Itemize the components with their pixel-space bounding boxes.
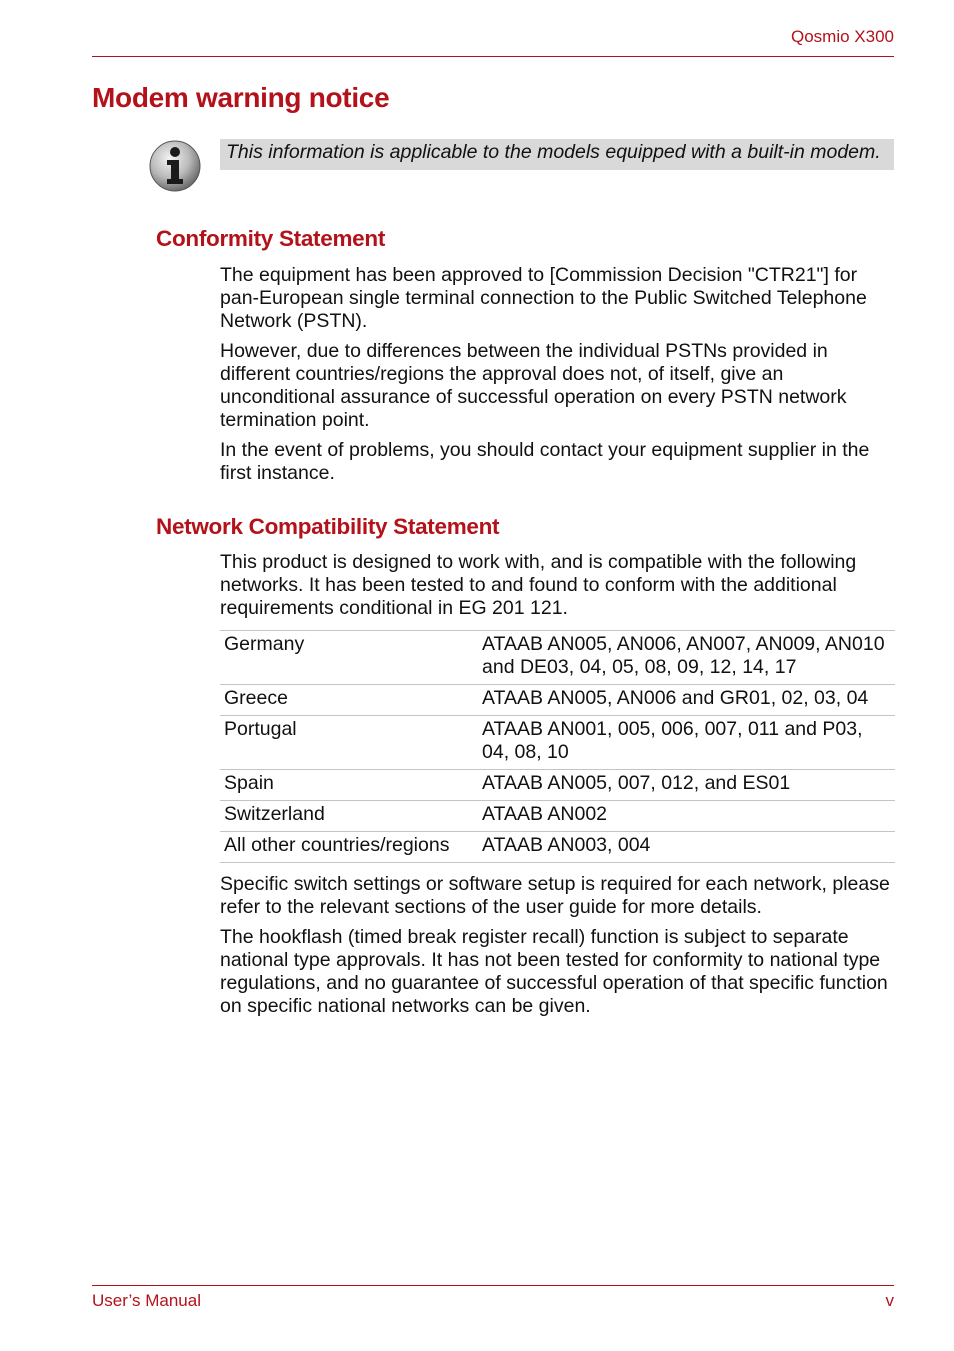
standard-cell: ATAAB AN005, AN006 and GR01, 02, 03, 04 [478,685,895,716]
country-cell: Greece [220,685,478,716]
network-intro-block [220,551,896,627]
network-paragraph: Specific switch settings or software setup is required for each network, please refer to the relevant sections of the user guide for more details. [220,873,890,918]
table-row [220,631,895,685]
network-heading: Network Compatibility Statement [156,514,500,539]
conformity-paragraph: The equipment has been approved to [Commission Decision "CTR21"] for pan-European single terminal connection to the Public Switched Telephone Network (PSTN). [220,264,867,332]
standard-cell: ATAAB AN005, 007, 012, and ES01 [478,770,895,801]
applicability-note: This information is applicable to the models equipped with a built-in modem. [220,139,894,170]
country-cell: Spain [220,770,478,801]
country-cell: Switzerland [220,801,478,832]
footer-page-number: v [885,1291,894,1310]
network-paragraph: The hookflash (timed break register recall) function is subject to separate national type approvals. It has not been tested for conformity to national type regulations, and no guarantee of successful operation of that specific function on specific national networks can be given. [220,926,888,1017]
standard-cell: ATAAB AN001, 005, 006, 007, 011 and P03, 04, 08, 10 [478,716,895,770]
table-row [220,801,895,832]
table-row [220,685,895,716]
conformity-heading: Conformity Statement [156,226,386,251]
network-intro: This product is designed to work with, and is compatible with the following networks. It has been tested to and found to conform with the additional requirements conditional in EG 201 121. [220,551,857,619]
page-title: Modem warning notice [92,82,390,113]
conformity-paragraph: However, due to differences between the individual PSTNs provided in different countries/regions the approval does not, of itself, give an unconditional assurance of successful operation on every PSTN network termination point. [220,340,847,431]
country-cell: Germany [220,631,478,685]
network-after-block [220,873,896,1025]
table-row [220,770,895,801]
standard-cell: ATAAB AN005, AN006, AN007, AN009, AN010 and DE03, 04, 05, 08, 09, 12, 14, 17 [478,631,895,685]
conformity-body [220,264,896,492]
country-cell: All other countries/regions [220,832,478,863]
footer-manual-label: User’s Manual [92,1291,201,1310]
header-rule [92,56,894,57]
info-icon [148,139,202,193]
standard-cell: ATAAB AN003, 004 [478,832,895,863]
table-row [220,716,895,770]
network-compatibility-table [220,630,895,863]
table-row [220,832,895,863]
running-header-title: Qosmio X300 [791,27,894,46]
conformity-paragraph: In the event of problems, you should contact your equipment supplier in the first instance. [220,439,870,484]
footer-rule [92,1285,894,1286]
standard-cell: ATAAB AN002 [478,801,895,832]
country-cell: Portugal [220,716,478,770]
